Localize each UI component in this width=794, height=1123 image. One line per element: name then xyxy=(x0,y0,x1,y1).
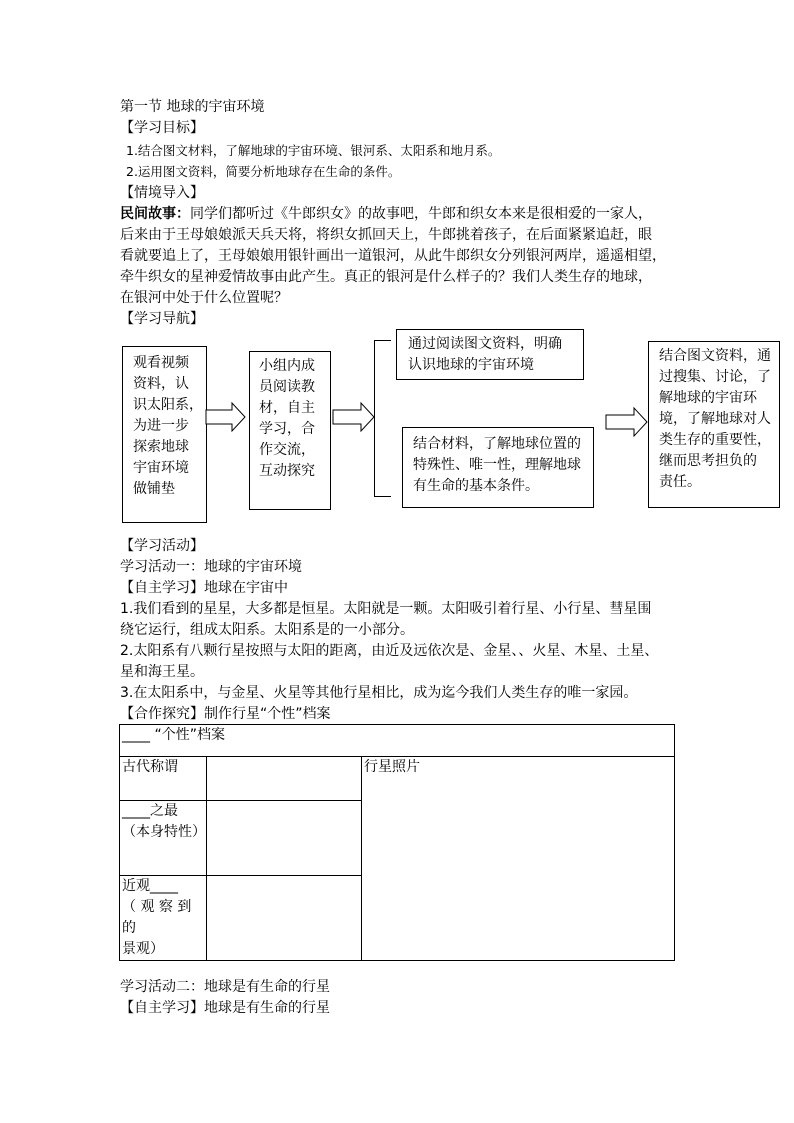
row-superlative-label-line: （本身特性） xyxy=(122,824,206,840)
activity-item: 2.太阳系有八颗行星按照与太阳的距离，由近及远依次是、金星、、火星、木星、土星、 xyxy=(120,643,659,659)
row-closeup-value[interactable] xyxy=(207,876,362,961)
row-superlative-label-line: ____之最 xyxy=(122,803,178,819)
planet-photo-cell: 行星照片 xyxy=(362,757,675,961)
goal-item-2: 2.运用图文资料，简要分析地球存在生命的条件。 xyxy=(126,164,401,179)
nav-box-responsibility-line: 类生存的重要性， xyxy=(659,432,771,448)
activity-2-subtitle: 地球是有生命的行星 xyxy=(204,1000,330,1016)
self-study-tag: 【自主学习】 xyxy=(120,580,204,596)
nav-box-video-line: 宇宙环境 xyxy=(133,460,189,476)
nav-box-responsibility-line: 过搜集、讨论，了 xyxy=(659,369,771,385)
intro-line-2: 后来由于王母娘娘派天兵天将，将织女抓回天上，牛郎挑着孩子，在后面紧紧追赶，眼 xyxy=(120,227,652,243)
intro-line-5: 在银河中处于什么位置呢？ xyxy=(120,290,288,306)
activity-item: 1.我们看到的星星，大多都是恒星。太阳就是一颗。太阳吸引着行星、小行星、彗星围 xyxy=(120,601,652,617)
row-closeup-label-line: 景观） xyxy=(122,941,164,957)
nav-heading: 【学习导航】 xyxy=(120,311,204,327)
nav-box-video-line: 为进一步 xyxy=(133,418,189,434)
row-closeup-label-line: 近观____ xyxy=(122,878,178,894)
nav-box-responsibility-line: 境，了解地球对人 xyxy=(659,411,771,427)
activity-2-self-study xyxy=(120,998,330,1019)
coop-line xyxy=(120,704,331,725)
page-title: 第一节 地球的宇宙环境 xyxy=(120,99,265,115)
intro-line-4: 牵牛织女的星神爱情故事由此产生。真正的银河是什么样子的？我们人类生存的地球， xyxy=(120,269,652,285)
nav-box-video xyxy=(122,346,207,523)
nav-box-responsibility xyxy=(648,341,780,508)
goals-heading: 【学习目标】 xyxy=(120,120,204,136)
nav-box-responsibility-line: 责任。 xyxy=(659,474,701,490)
arrow-right-icon xyxy=(206,402,246,432)
activity-item: 星和海王星。 xyxy=(120,664,204,680)
nav-box-group-line: 材，自主 xyxy=(259,400,315,416)
nav-box-universe-line: 认识地球的宇宙环境 xyxy=(408,357,534,373)
activity-item: 绕它运行，组成太阳系。太阳系是的一小部分。 xyxy=(120,622,414,638)
story-text: 同学们都听过《牛郎织女》的故事吧，牛郎和织女本来是很相爱的一家人， xyxy=(190,206,652,222)
nav-box-life xyxy=(402,427,594,508)
row-ancient-name-label: 古代称谓 xyxy=(120,757,207,801)
nav-box-life-line: 结合材料，了解地球位置的 xyxy=(413,436,581,452)
row-closeup-label xyxy=(120,876,207,961)
story-label: 民间故事： xyxy=(120,206,190,222)
nav-box-group xyxy=(249,351,331,510)
table-header: ____ “个性”档案 xyxy=(120,725,675,757)
nav-box-universe-line: 通过阅读图文资料，明确 xyxy=(408,336,562,352)
self-study-title: 地球在宇宙中 xyxy=(204,580,288,596)
nav-box-video-line: 资料，认 xyxy=(133,376,189,392)
planet-profile-table xyxy=(119,724,675,961)
nav-box-responsibility-line: 结合图文资料，通 xyxy=(659,348,771,364)
nav-box-responsibility-line: 继而思考担负的 xyxy=(659,453,757,469)
nav-box-video-line: 做铺垫 xyxy=(133,481,175,497)
arrow-right-icon xyxy=(333,402,375,432)
nav-box-group-line: 小组内成 xyxy=(259,358,315,374)
coop-title: 制作行星“个性”档案 xyxy=(204,706,331,722)
nav-box-video-line: 探索地球 xyxy=(133,439,189,455)
row-ancient-name-value[interactable] xyxy=(207,757,362,801)
nav-box-group-line: 作交流， xyxy=(259,442,315,458)
nav-box-life-line: 有生命的基本条件。 xyxy=(413,478,539,494)
nav-box-video-line: 观看视频 xyxy=(133,355,189,371)
intro-heading: 【情境导入】 xyxy=(120,185,204,201)
activity-heading: 【学习活动】 xyxy=(120,538,204,554)
intro-line-3: 看就要追上了，王母娘娘用银针画出一道银河，从此牛郎织女分列银河两岸，遥遥相望， xyxy=(120,248,666,264)
coop-tag: 【合作探究】 xyxy=(120,706,204,722)
activity-2-title: 学习活动二：地球是有生命的行星 xyxy=(120,979,330,995)
nav-box-responsibility-line: 解地球的宇宙环 xyxy=(659,390,757,406)
arrow-right-icon xyxy=(606,407,648,437)
row-closeup-label-line: （ 观 察 到 的 xyxy=(122,899,192,936)
goal-item-1: 1.结合图文材料，了解地球的宇宙环境、银河系、太阳系和地月系。 xyxy=(126,143,501,158)
nav-box-universe xyxy=(396,329,584,380)
nav-box-group-line: 互动探究 xyxy=(259,463,315,479)
nav-box-life-line: 特殊性、唯一性，理解地球 xyxy=(413,457,581,473)
row-superlative-value[interactable] xyxy=(207,801,362,876)
nav-bracket xyxy=(374,340,391,497)
self-study-line xyxy=(120,578,288,599)
activity-2-tag: 【自主学习】 xyxy=(120,1000,204,1016)
nav-box-group-line: 员阅读教 xyxy=(259,379,315,395)
nav-box-video-line: 识太阳系， xyxy=(133,397,203,413)
nav-box-group-line: 学习，合 xyxy=(259,421,315,437)
activity-1-title: 学习活动一：地球的宇宙环境 xyxy=(120,559,302,575)
row-superlative-label xyxy=(120,801,207,876)
activity-item: 3.在太阳系中，与金星、火星等其他行星相比，成为迄今我们人类生存的唯一家园。 xyxy=(120,685,638,701)
intro-line-1 xyxy=(120,204,652,225)
